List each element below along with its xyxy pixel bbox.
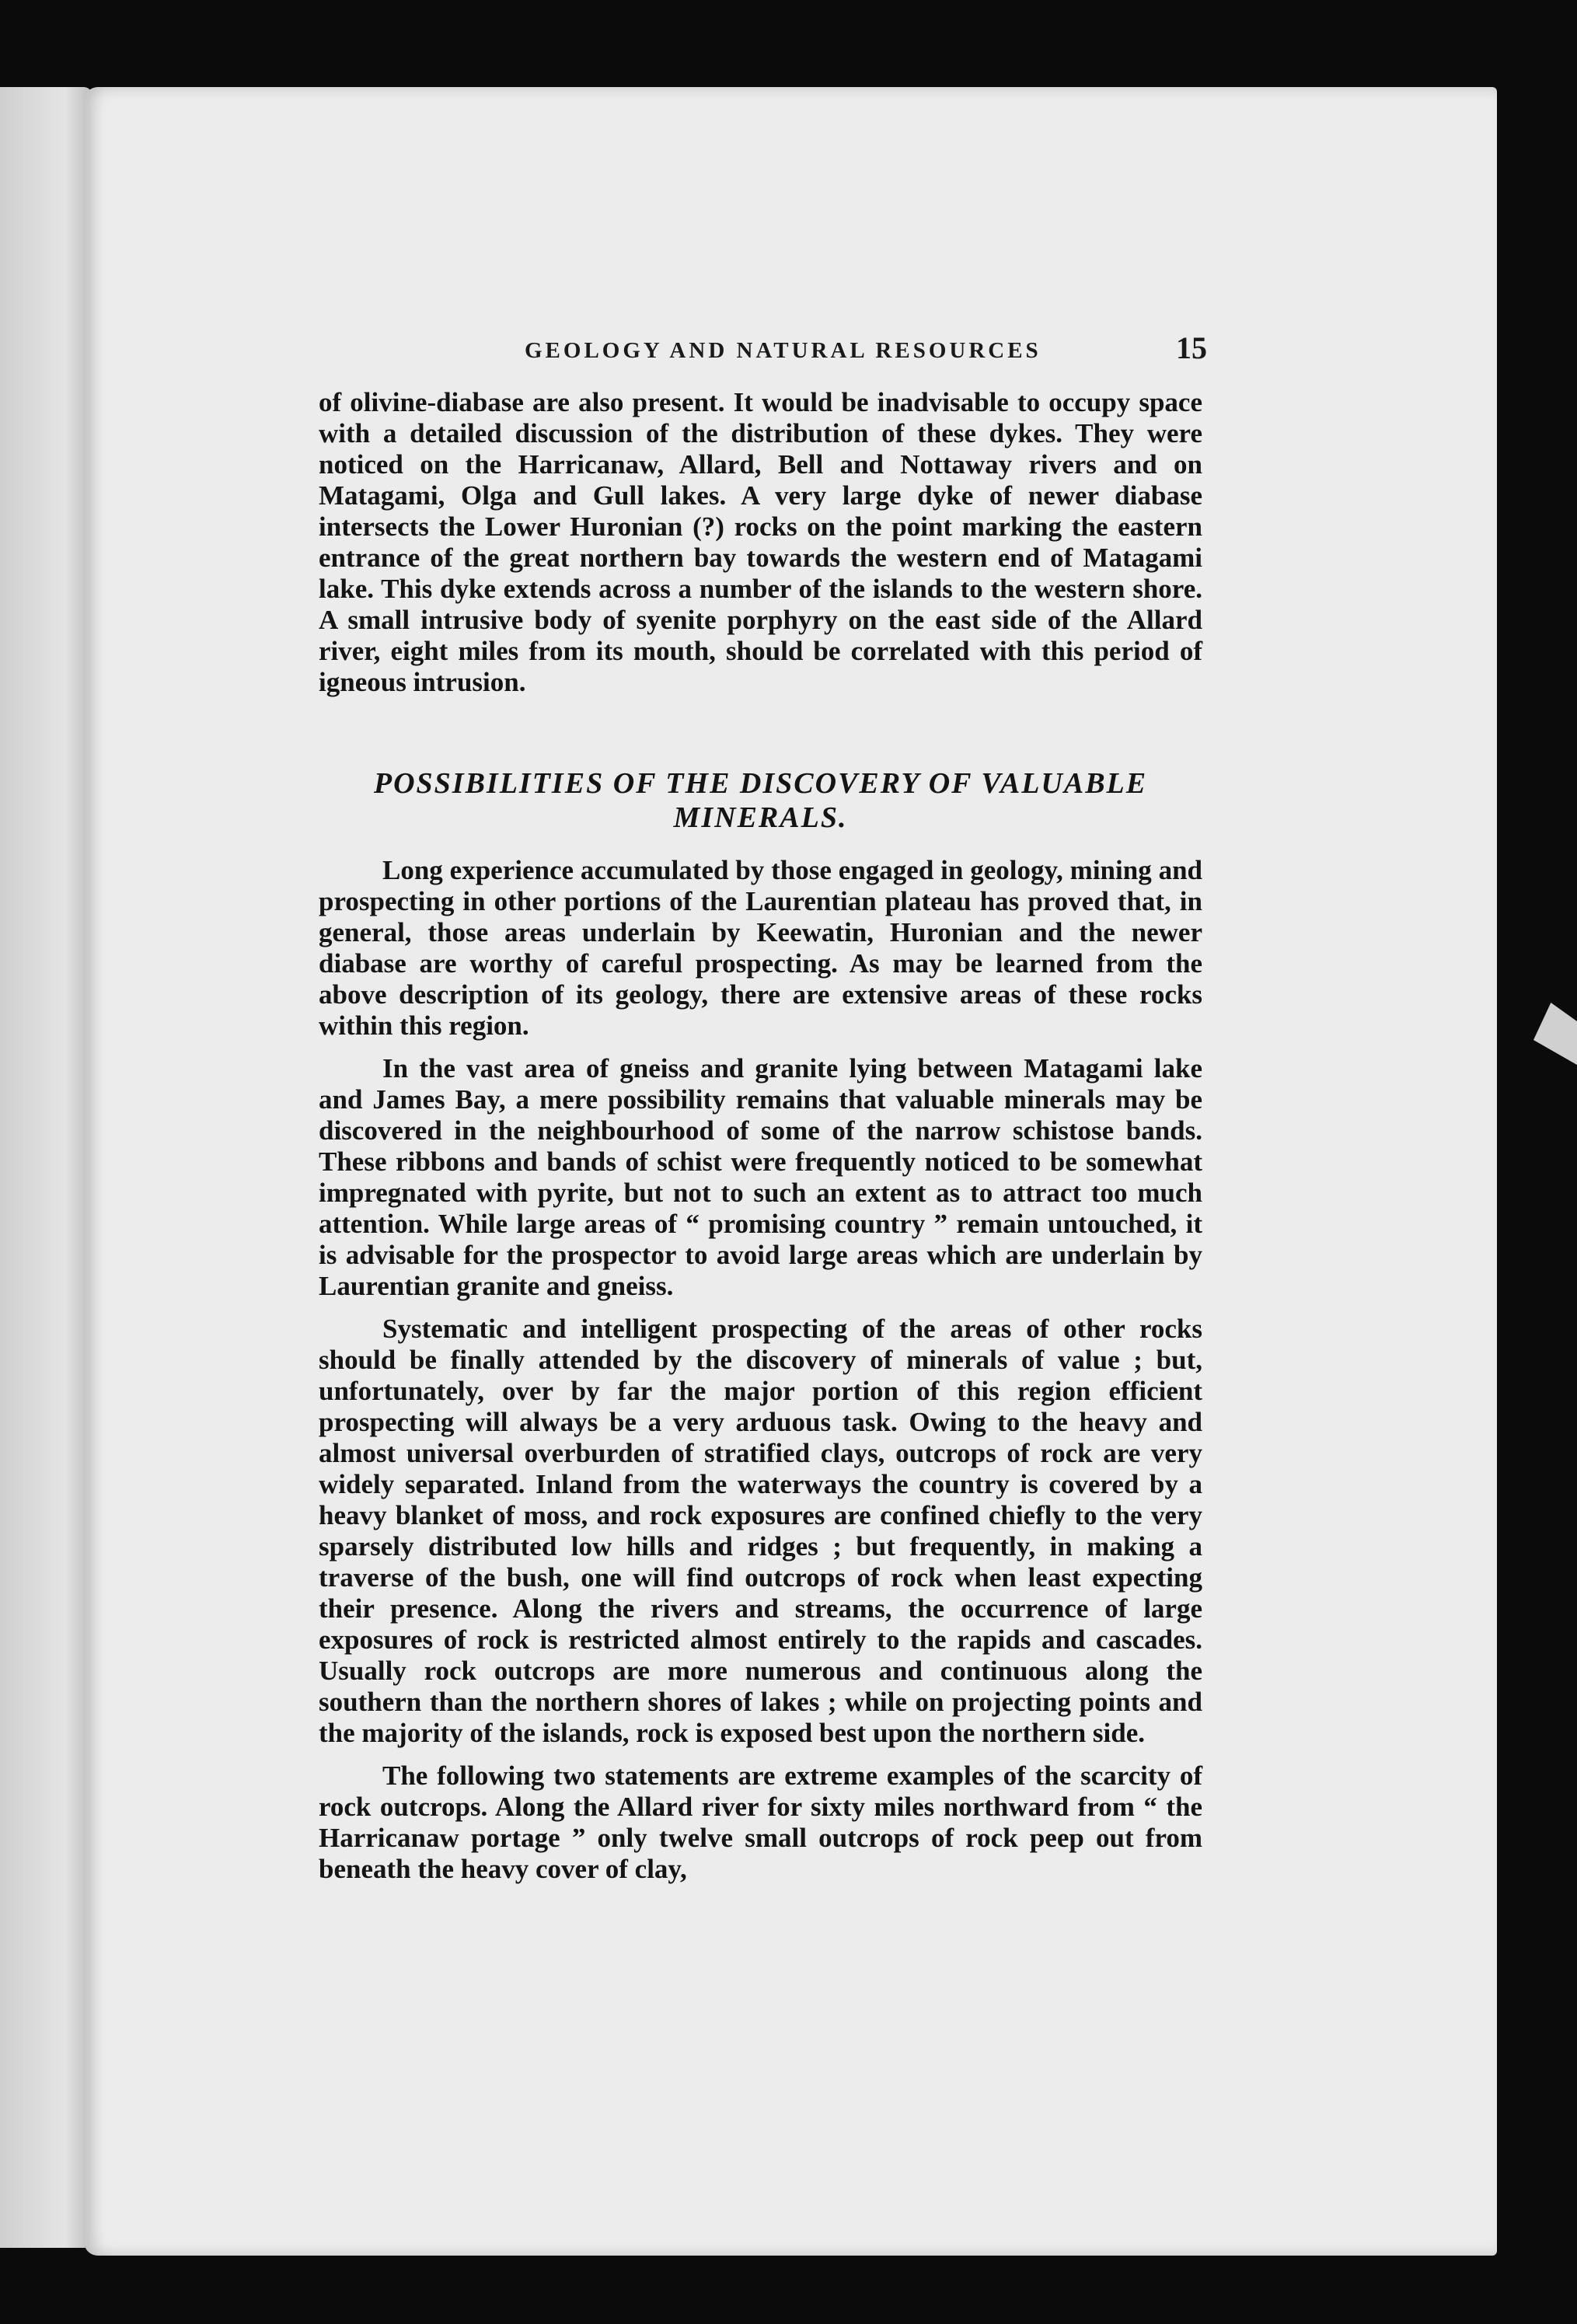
section-heading: POSSIBILITIES OF THE DISCOVERY OF VALUABLE MINERALS. bbox=[373, 767, 1148, 834]
page-edge-marker bbox=[1533, 1003, 1577, 1065]
page-body bbox=[319, 387, 1202, 1885]
paragraph: The following two statements are extreme examples of the scarcity of rock outcrops. Along the Allard river for sixty miles northward from “ the Harricanaw portage ” only twelve small outcrops of rock peep out from beneath the heavy cover of clay, bbox=[319, 1760, 1202, 1884]
page-number: 15 bbox=[1176, 330, 1207, 365]
paragraph: Long experience accumulated by those engaged in geology, mining and prospecting in other portions of the Laurentian plateau has proved that, in general, those areas underlain by Keewatin, Huronian and the newer diabase are worthy of careful prospecting. As may be learned from the above description of its geology, there are extensive areas of these rocks within this region. bbox=[319, 855, 1202, 1041]
running-head: GEOLOGY AND NATURAL RESOURCES bbox=[525, 338, 1041, 363]
facing-page-edge bbox=[0, 87, 92, 2248]
paragraph-continuation: of olivine-diabase are also present. It would be inadvisable to occupy space with a detailed discussion of the distribution of these dykes. They were noticed on the Harricanaw, Allard, Bell and Nottaway rivers and on Matagami, Olga and Gull lakes. A very large dyke of newer diabase intersects the Lower Huronian (?) rocks on the point marking the eastern entrance of the great northern bay towards the western end of Matagami lake. This dyke extends across a number of the islands to the western shore. A small intrusive body of syenite porphyry on the east side of the Allard river, eight miles from its mouth, should be correlated with this period of igneous intrusion. bbox=[319, 387, 1202, 697]
paragraph: In the vast area of gneiss and granite lying between Matagami lake and James Bay, a mere possibility remains that valuable minerals may be discovered in the neighbourhood of some of the narrow schistose bands. These ribbons and bands of schist were frequently noticed to be somewhat impregnated with pyrite, but not to such an extent as to attract too much attention. While large areas of “ promising country ” remain untouched, it is advisable for the prospector to avoid large areas which are underlain by Laurentian granite and gneiss. bbox=[319, 1053, 1202, 1301]
paragraph: Systematic and intelligent prospecting of the areas of other rocks should be finally attended by the discovery of minerals of value ; but, unfortunately, over by far the major portion of this region efficient prospecting will always be a very arduous task. Owing to the heavy and almost universal overburden of stratified clays, outcrops of rock are very widely separated. Inland from the waterways the country is covered by a heavy blanket of moss, and rock exposures are confined chiefly to the very sparsely distributed low hills and ridges ; but frequently, in making a traverse of the bush, one will find outcrops of rock when least expecting their presence. Along the rivers and streams, the occurrence of large exposures of rock is restricted almost entirely to the rapids and cascades. Usually rock outcrops are more numerous and continuous along the southern than the northern shores of lakes ; while on projecting points and the majority of the islands, rock is exposed best upon the northern side. bbox=[319, 1314, 1202, 1748]
